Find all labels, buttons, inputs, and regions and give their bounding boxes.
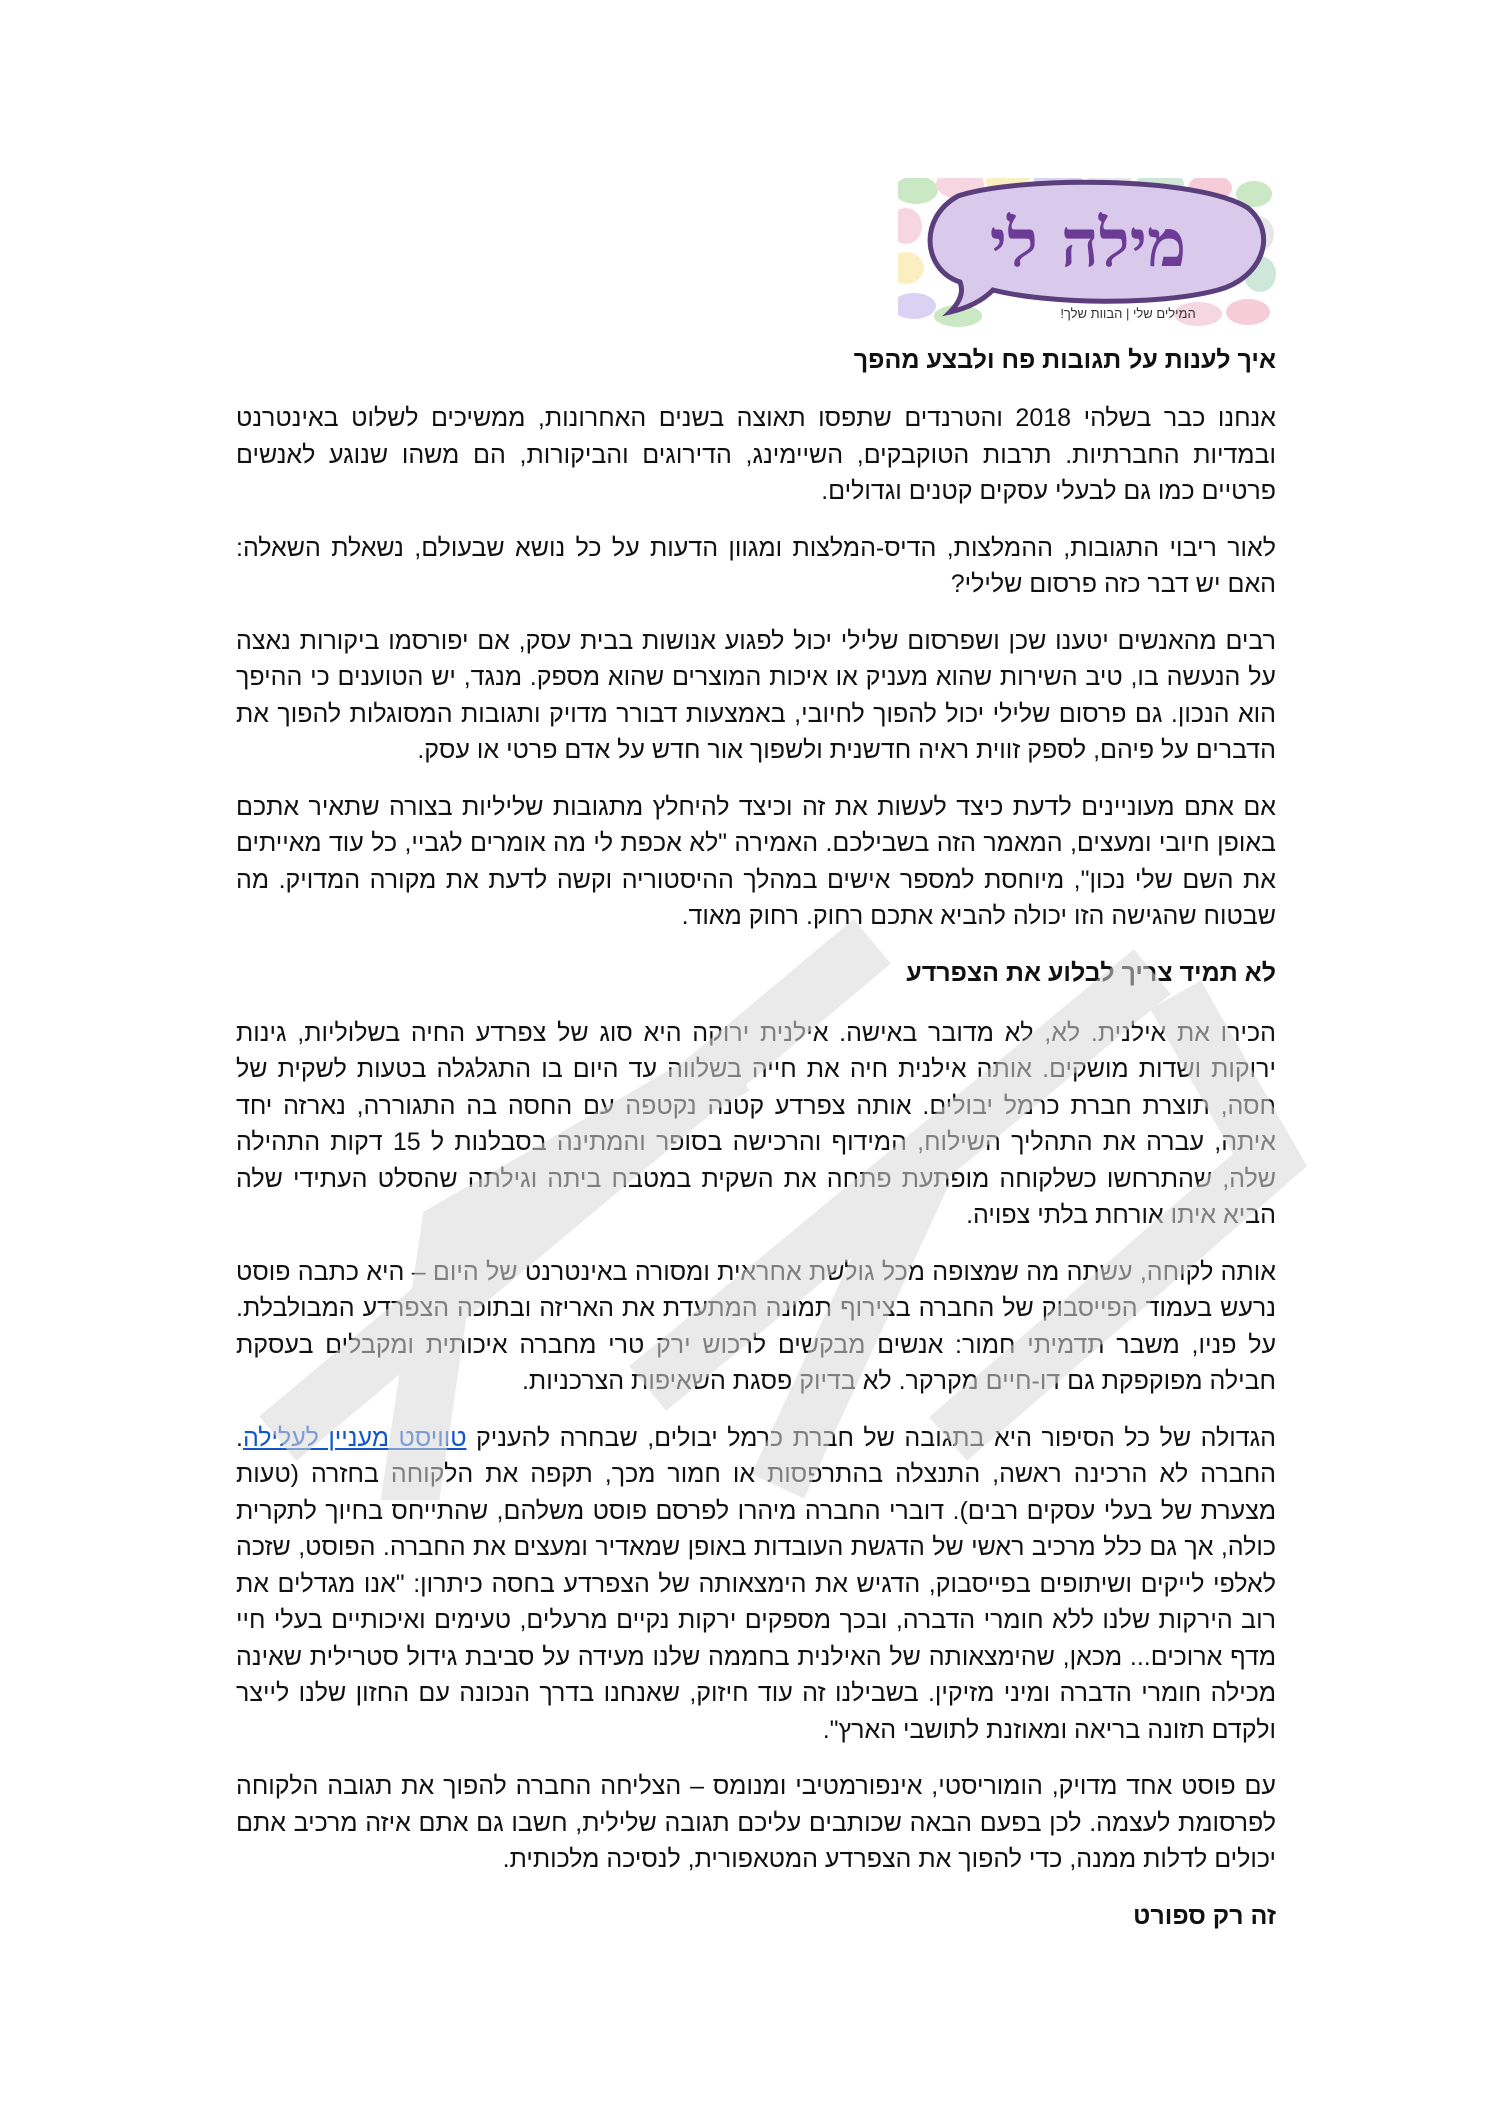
paragraph-conclusion: עם פוסט אחד מדויק, הומוריסטי, אינפורמטיבי ומנומס – הצליחה החברה להפוך את תגובה הלקוחה לפרסומת לעצמה. לכן בפעם הבאה שכותבים עליכם תגובה שלילית, חשבו גם אתם איזה מרכיב אתם יכולים לדלות ממנה, כדי להפוך את הצפרדע המטאפורית, לנסיכה מלכותית. bbox=[236, 1772, 1276, 1873]
section-heading-frog: לא תמיד צריך לבלוע את הצפרדע bbox=[906, 958, 1276, 987]
paragraph-intro: אנחנו כבר בשלהי 2018 והטרנדים שתפסו תאוצה בשנים האחרונות, ממשיכים לשלוט באינטרנט ובמדיות החברתיות. תרבות הטוקבקים, השיימינג, הדירוגים והביקורות, הם משהו שנוגע לאנשים פרטיים כמו גם לבעלי עסקים קטנים וגדולים. bbox=[236, 404, 1276, 505]
logo-title: מילה לי bbox=[989, 204, 1187, 282]
paragraph-frog-story: הכירו את אילנית. לא, לא מדובר באישה. אילנית ירוקה היא סוג של צפרדע החיה בשלוליות, גינות ירוקות ושדות מושקים. אותה אילנית חיה את חייה בשלווה עד היום בו התגלגלה בטעות לשקית של חסה, תוצרת חברת כרמל יבולים. אותה צפרדע קטנה נקטפה עם החסה בה התגוררה, נארזה יחד איתה, עברה את התהליך השילוח, המידוף והרכישה בסופר והמתינה בסבלנות ל 15 דקות התהילה שלה, שהתרחשו כשלקוחה מופתעת פתחה את השקית במטבח ביתה וגילתה שהסלט העתידי שלה הביא איתו אורחת בלתי צפויה. bbox=[236, 1018, 1276, 1229]
logo bbox=[898, 178, 1276, 328]
section-heading-sport: זה רק ספורט bbox=[1133, 1901, 1276, 1930]
twist-link[interactable]: טוויסט מעניין לעלילה bbox=[242, 1423, 467, 1452]
logo-blob bbox=[898, 208, 922, 244]
logo-blob bbox=[898, 293, 936, 319]
paragraph-arguments: רבים מהאנשים יטענו שכן ושפרסום שלילי יכול לפגוע אנושות בבית עסק, אם יפורסמו ביקורות נאצה על הנעשה בו, טיב השירות שהוא מעניק או איכות המוצרים שהוא מספק. מנגד, יש הטוענים כי ההיפך הוא הנכון. גם פרסום שלילי יכול להפוך לחיובי, באמצעות דבורר מדויק ותגובות המסוגלות להפוך את הדברים על פיהם, לספק זווית ראיה חדשנית ולשפוך אור חדש על אדם פרטי או עסק. bbox=[236, 626, 1276, 764]
logo-tagline: המילים שלי | הבוות שלך! bbox=[1060, 306, 1196, 321]
paragraph-customer-post: אותה לקוחה, עשתה מה שמצופה מכל גולשת אחראית ומסורה באינטרנט של היום – היא כתבה פוסט נרעש בעמוד הפייסבוק של החברה בצירוף תמונה המתעדת את האריזה ובתוכה הצפרדע המבולבלת. על פניו, משבר תדמיתי חמור: אנשים מבקשים לרכוש ירק טרי מחברה איכותית ומקבלים בעסקת חבילה מפוקפקת גם דו-חיים מקרקר. לא בדיוק פסגת השאיפות הצרכניות. bbox=[236, 1257, 1276, 1395]
paragraph-question: לאור ריבוי התגובות, ההמלצות, הדיס-המלצות ומגוון הדעות על כל נושא שבעולם, נשאלת השאלה: האם יש דבר כזה פרסום שלילי? bbox=[236, 533, 1276, 598]
logo-blob bbox=[898, 178, 938, 204]
paragraph-quote: אם אתם מעוניינים לדעת כיצד לעשות את זה וכיצד להיחלץ מתגובות שליליות בצורה שתאיר אתכם באופן חיובי ומעצים, המאמר הזה בשבילכם. האמירה "לא אכפת לי מה אומרים לגביי, כל עוד מאייתים את השם שלי נכון", מיוחסת למספר אישים במהלך ההיסטוריה וקשה לדעת את מקורה המדויק. מה שבטוח שהגישה הזו יכולה להביא אתכם רחוק. רחוק מאוד. bbox=[236, 792, 1276, 930]
paragraph-text-before-link: הגדולה של כל הסיפור היא בתגובה של חברת כרמל יבולים, שבחרה להעניק bbox=[466, 1423, 1276, 1452]
paragraph-text-after-link: . החברה לא הרכינה ראשה, התנצלה בהתרפסות או חמור מכך, תקפה את הלקוחה בחזרה (טעות מצערת של בעלי עסקים רבים). דוברי החברה מיהרו לפרסם פוסט משלהם, שהתייחס בחיוך לתקרית כולה, אך גם כלל מרכיב ראשי של הדגשת העובדות באופן שמאדיר ומעצים את החברה. הפוסט, שזכה לאלפי לייקים ושיתופים בפייסבוק, הדגיש את הימצאותה של הצפרדע בחסה כיתרון: "אנו מגדלים את רוב הירקות שלנו ללא חומרי הדברה, ובכך מספקים ירקות נקיים מרעלים, טעימים ואיכותיים בעלי חיי מדף ארוכים... מכאן, שהימצאותה של האילנית בחממה שלנו מעידה על סביבת גידול סטרילית שאינה מכילה חומרי הדברה ומיני מזיקין. בשבילנו זה עוד חיזוק, שאנחנו בדרך הנכונה עם החזון שלנו לייצר ולקדם תזונה בריאה ומאוזנת לתושבי הארץ". bbox=[236, 1423, 1276, 1744]
article-heading: איך לענות על תגובות פח ולבצע מהפך bbox=[853, 346, 1276, 374]
article-body bbox=[236, 342, 1276, 1956]
logo-graphic bbox=[898, 178, 1276, 328]
paragraph-company-response bbox=[236, 1420, 1276, 1749]
logo-blob bbox=[1226, 299, 1270, 325]
logo-blob bbox=[898, 252, 924, 284]
